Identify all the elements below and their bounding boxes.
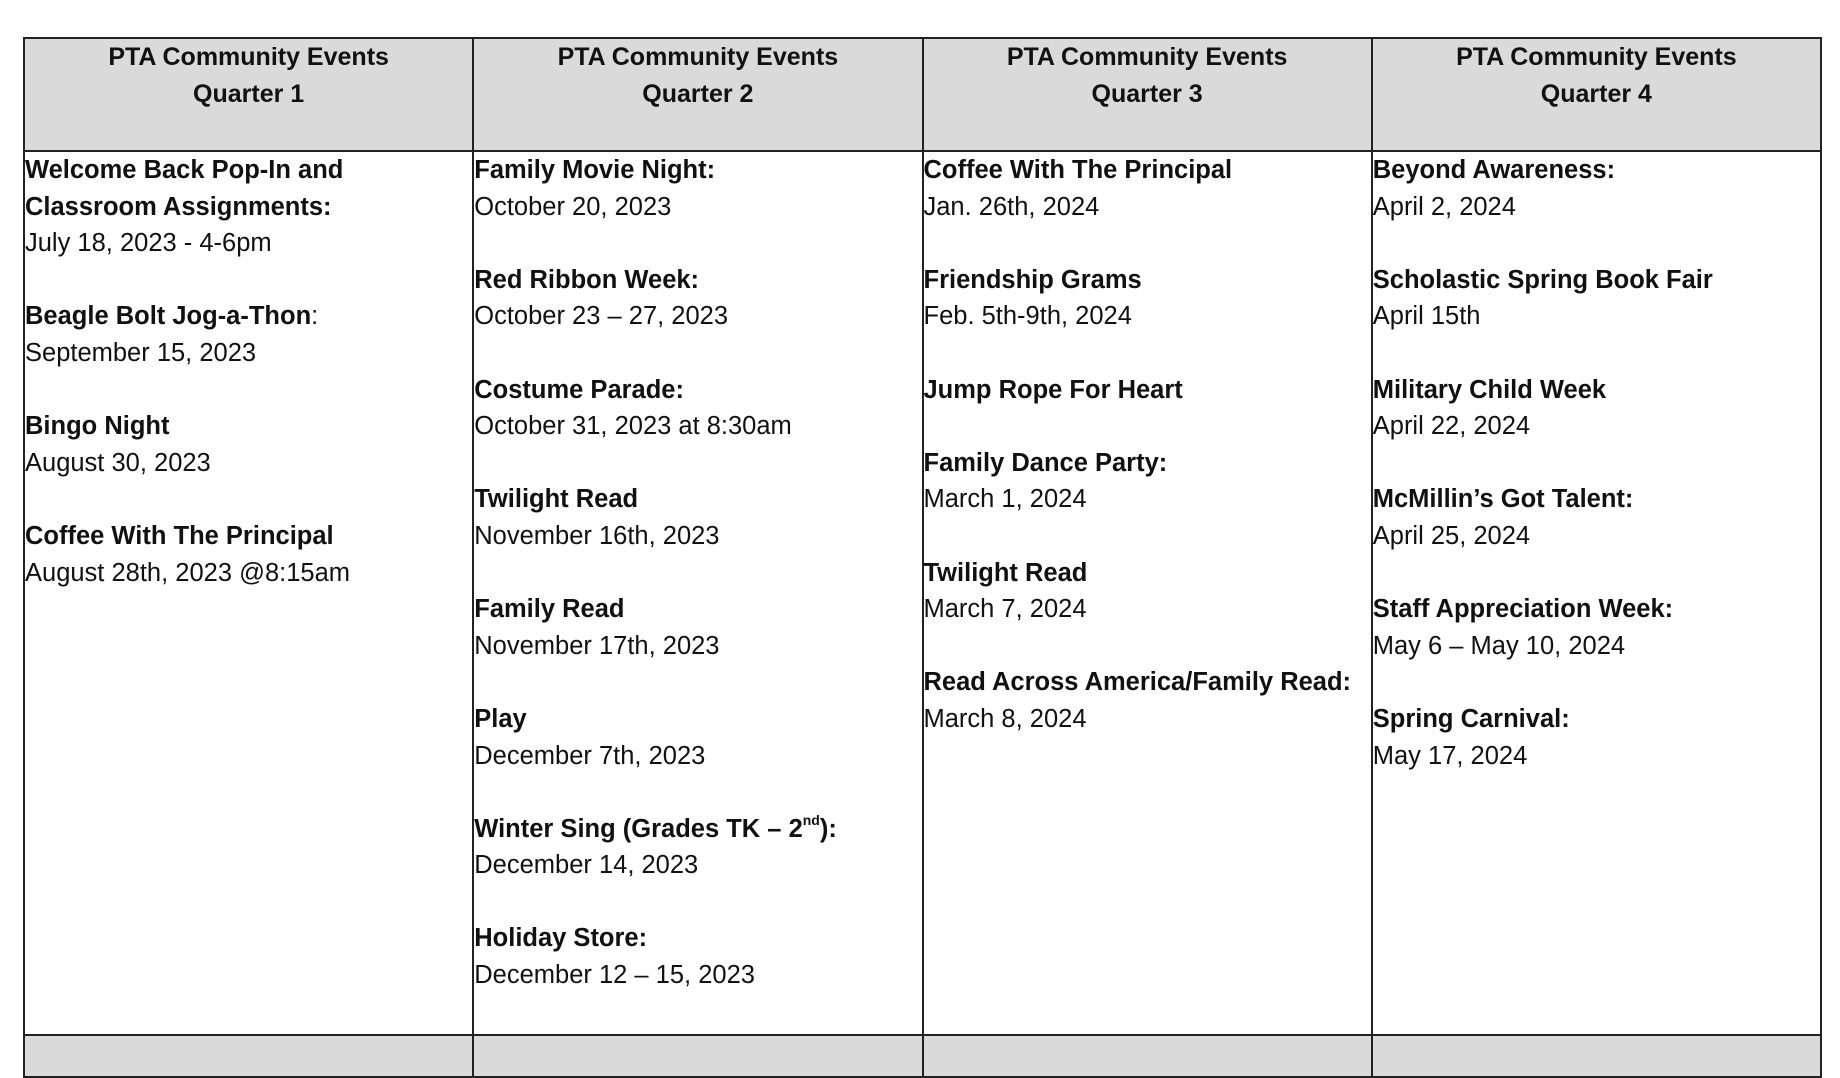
footer-cell bbox=[1372, 1035, 1821, 1077]
event-name bbox=[1373, 152, 1820, 189]
event-date: September 15, 2023 bbox=[25, 338, 257, 367]
header-quarter: Quarter 3 bbox=[1091, 80, 1203, 108]
event-name bbox=[474, 701, 921, 738]
event-date: April 22, 2024 bbox=[1372, 412, 1531, 441]
quarter-1-events bbox=[24, 151, 473, 1035]
event-date: March 7, 2024 bbox=[923, 595, 1087, 624]
event-item bbox=[924, 555, 1371, 628]
event-name-text: Military Child Week bbox=[1372, 375, 1607, 404]
event-item bbox=[1373, 481, 1820, 554]
event-name-text: Bingo Night bbox=[25, 412, 170, 441]
event-name-text: Twilight Read bbox=[923, 558, 1088, 587]
event-item bbox=[25, 152, 472, 262]
event-date: May 6 – May 10, 2024 bbox=[1372, 631, 1626, 660]
event-name bbox=[1373, 481, 1820, 518]
event-item bbox=[474, 481, 921, 554]
event-name bbox=[1373, 701, 1820, 738]
event-item bbox=[474, 152, 921, 225]
quarter-4-events bbox=[1372, 151, 1821, 1035]
events-row bbox=[24, 151, 1821, 1035]
quarter-3-events bbox=[923, 151, 1372, 1035]
header-quarter: Quarter 4 bbox=[1540, 80, 1652, 108]
event-name-end: ): bbox=[819, 814, 837, 843]
event-date: May 17, 2024 bbox=[1372, 741, 1528, 770]
event-item bbox=[1373, 262, 1820, 335]
event-name bbox=[924, 372, 1371, 409]
event-item bbox=[474, 372, 921, 445]
footer-row bbox=[24, 1035, 1821, 1077]
event-item bbox=[474, 811, 921, 884]
event-item bbox=[924, 372, 1371, 409]
event-date: October 31, 2023 at 8:30am bbox=[474, 412, 792, 441]
event-date: March 8, 2024 bbox=[923, 704, 1087, 733]
event-date: August 28th, 2023 @8:15am bbox=[25, 558, 351, 587]
event-date: August 30, 2023 bbox=[25, 448, 211, 477]
event-item bbox=[25, 408, 472, 481]
event-name-text: Red Ribbon Week: bbox=[474, 265, 700, 294]
event-item bbox=[924, 664, 1371, 737]
event-name-text: Family Movie Night: bbox=[474, 156, 716, 184]
event-date: December 14, 2023 bbox=[474, 851, 699, 880]
event-name bbox=[924, 445, 1371, 482]
header-title: PTA Community Events bbox=[108, 43, 389, 71]
header-quarter: Quarter 1 bbox=[193, 80, 305, 108]
quarter-2-events bbox=[473, 151, 922, 1035]
event-name bbox=[25, 408, 472, 445]
event-date: March 1, 2024 bbox=[923, 485, 1087, 514]
header-title: PTA Community Events bbox=[1006, 43, 1288, 71]
event-item bbox=[25, 518, 472, 591]
event-date: October 20, 2023 bbox=[474, 192, 672, 221]
event-item bbox=[1373, 591, 1820, 664]
quarter-1-header bbox=[24, 38, 473, 151]
event-item bbox=[924, 445, 1371, 518]
event-name bbox=[924, 664, 1371, 701]
header-title: PTA Community Events bbox=[557, 43, 839, 71]
event-item bbox=[1373, 701, 1820, 774]
event-date: Feb. 5th-9th, 2024 bbox=[923, 302, 1132, 331]
event-name-text: Staff Appreciation Week: bbox=[1372, 595, 1674, 624]
event-name bbox=[474, 591, 921, 628]
event-name-text: Holiday Store: bbox=[474, 924, 648, 953]
footer-cell bbox=[923, 1035, 1372, 1077]
event-name-text: Beyond Awareness: bbox=[1372, 156, 1616, 184]
event-name-text: Friendship Grams bbox=[923, 265, 1142, 294]
event-name bbox=[25, 152, 472, 225]
event-name-text: Twilight Read bbox=[474, 485, 639, 514]
event-name bbox=[474, 920, 921, 957]
event-name-text: McMillin’s Got Talent: bbox=[1372, 485, 1634, 514]
event-name bbox=[924, 555, 1371, 592]
event-name-text: Scholastic Spring Book Fair bbox=[1372, 265, 1713, 294]
event-item bbox=[924, 262, 1371, 335]
event-date: December 7th, 2023 bbox=[474, 741, 706, 770]
event-name-text: Winter Sing (Grades TK – 2 bbox=[474, 814, 803, 843]
event-date: April 2, 2024 bbox=[1372, 192, 1516, 221]
event-name bbox=[924, 152, 1371, 189]
event-name bbox=[25, 518, 472, 555]
event-item bbox=[1373, 152, 1820, 225]
event-name bbox=[924, 262, 1371, 299]
event-item bbox=[474, 920, 921, 993]
event-date: April 15th bbox=[1372, 302, 1481, 331]
header-quarter: Quarter 2 bbox=[642, 80, 754, 108]
footer-cell bbox=[24, 1035, 473, 1077]
event-date: October 23 – 27, 2023 bbox=[474, 302, 729, 331]
event-name-text: Family Dance Party: bbox=[923, 448, 1168, 477]
event-name-text: Beagle Bolt Jog-a-Thon bbox=[25, 302, 312, 331]
event-name bbox=[25, 298, 472, 335]
event-name-text: Family Read bbox=[474, 595, 625, 624]
event-date: November 16th, 2023 bbox=[474, 521, 720, 550]
event-name bbox=[474, 152, 921, 189]
footer-cell bbox=[473, 1035, 922, 1077]
header-title: PTA Community Events bbox=[1456, 43, 1737, 71]
event-name bbox=[474, 262, 921, 299]
event-name-text: Spring Carnival: bbox=[1372, 704, 1570, 733]
quarter-3-header bbox=[923, 38, 1372, 151]
pta-events-table bbox=[23, 37, 1822, 1078]
event-name-text: Coffee With The Principal bbox=[25, 521, 334, 550]
event-name-text: Play bbox=[474, 704, 527, 733]
event-item bbox=[474, 262, 921, 335]
quarter-4-header bbox=[1372, 38, 1821, 151]
event-name-text: Coffee With The Principal bbox=[923, 156, 1233, 184]
event-date: April 25, 2024 bbox=[1372, 521, 1531, 550]
event-item bbox=[474, 701, 921, 774]
event-date: November 17th, 2023 bbox=[474, 631, 720, 660]
event-name-text: Welcome Back Pop-In and Classroom Assignments: bbox=[25, 156, 344, 221]
ordinal-suffix: nd bbox=[802, 811, 820, 828]
event-item bbox=[474, 591, 921, 664]
header-row bbox=[24, 38, 1821, 151]
event-name bbox=[1373, 591, 1820, 628]
event-date: Jan. 26th, 2024 bbox=[923, 192, 1100, 221]
event-name-text: Costume Parade: bbox=[474, 375, 684, 404]
event-name-text: Jump Rope For Heart bbox=[923, 375, 1183, 404]
event-name bbox=[474, 372, 921, 409]
event-name-text: Read Across America/Family Read: bbox=[923, 668, 1352, 697]
event-name bbox=[1373, 262, 1820, 299]
event-item bbox=[1373, 372, 1820, 445]
event-item bbox=[25, 298, 472, 371]
event-name-colon: : bbox=[311, 302, 319, 331]
event-date: July 18, 2023 - 4-6pm bbox=[25, 229, 272, 258]
event-name bbox=[1373, 372, 1820, 409]
event-date: December 12 – 15, 2023 bbox=[474, 961, 755, 990]
quarter-2-header bbox=[473, 38, 922, 151]
event-name bbox=[474, 481, 921, 518]
event-item bbox=[924, 152, 1371, 225]
event-name bbox=[474, 811, 921, 848]
